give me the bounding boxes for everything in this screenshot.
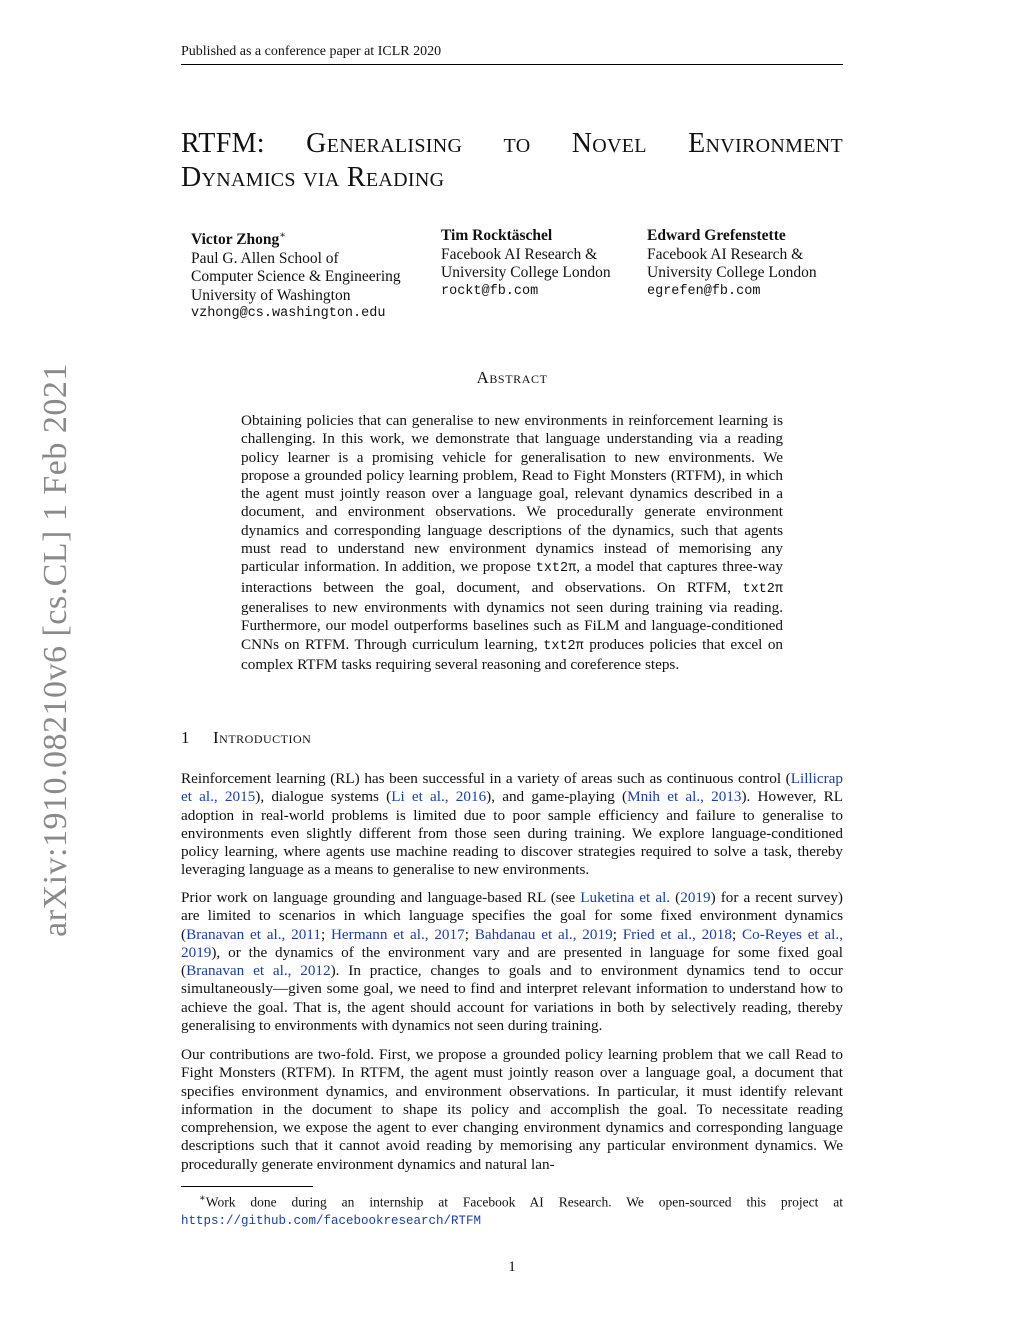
text-span: ), and game-playing (	[486, 788, 628, 806]
intro-paragraph-2	[181, 889, 843, 1035]
text-span: ;	[612, 925, 623, 943]
author-affiliation: Computer Science & Engineering	[191, 268, 401, 286]
section-number: 1	[181, 728, 190, 747]
citation-link[interactable]: Bahdanau et al., 2019	[474, 925, 613, 943]
text-span: ). In practice, changes to goals and to environment dynamics tend to occur simultaneously—given some goal, we need to find and interpret relevant information to understand how to achieve the goal. That is, the agent should account for variations in both by selectively reading, thereby generalising to environments with dynamics not seen during training.	[181, 962, 843, 1035]
author-block-1	[191, 227, 401, 324]
section-heading	[181, 728, 311, 748]
author-affiliation: University College London	[441, 264, 611, 281]
intro-paragraph-3: Our contributions are two-fold. First, we propose a grounded policy learning problem that we call Read to Fight Monsters (RTFM). In RTFM, the agent must jointly reason over a language goal, a document that specifies environment dynamics, and environment observations. In particular, it must identify relevant information in the document to shape its policy and accomplish the goal. To necessitate reading comprehension, we expose the agent to ever changing environment dynamics and corresponding language descriptions such that it cannot avoid reading by memorising any particular environment dynamics. We procedurally generate environment dynamics and natural lan-	[181, 1046, 843, 1173]
author-email: vzhong@cs.washington.edu	[191, 306, 386, 322]
citation-link[interactable]: Lillicrap et al., 2015	[181, 770, 843, 806]
abstract-part: produces policies that excel on complex RTFM tasks requiring several reasoning and coreference steps.	[241, 635, 784, 673]
abstract-part: generalises to new environments with dynamics not seen during training via reading. Furthermore, our model outperforms baselines such as FiLM and language-conditioned CNNs on RTFM. Through curriculum learning,	[241, 598, 783, 653]
citation-link[interactable]: Co-Reyes et al., 2019	[181, 925, 843, 961]
footnote-rule	[181, 1186, 313, 1187]
author-affiliation: Facebook AI Research &	[647, 245, 804, 263]
text-span: (	[670, 889, 681, 906]
footnote-url-link[interactable]: https://github.com/facebookresearch/RTFM	[181, 1213, 482, 1228]
citation-link[interactable]: Fried et al., 2018	[622, 925, 732, 943]
citation-link[interactable]: Branavan et al., 2011	[186, 925, 321, 943]
title-line-2: Dynamics via Reading	[181, 162, 445, 193]
text-span: ), or the dynamics of the environment vary and are presented in language for some fixed goal (	[181, 943, 843, 980]
author-affiliation: University College London	[647, 264, 817, 281]
text-span: Reinforcement learning (RL) has been successful in a variety of areas such as continuous control (	[181, 770, 791, 787]
model-name: txt2π	[543, 638, 584, 654]
author-email: egrefen@fb.com	[647, 283, 761, 299]
author-block-3	[647, 227, 817, 301]
text-span: ;	[320, 925, 331, 943]
running-header: Published as a conference paper at ICLR 2020	[181, 44, 843, 65]
citation-link[interactable]: 2019	[680, 889, 711, 906]
page-number: 1	[508, 1259, 516, 1275]
citation-link[interactable]: Mnih et al., 2013	[627, 788, 742, 806]
citation-link[interactable]: Li et al., 2016	[391, 788, 487, 806]
footnote-mark: ∗	[199, 1193, 206, 1204]
intro-paragraph-1	[181, 770, 843, 880]
author-block-2	[441, 227, 611, 301]
arxiv-stamp: arXiv:1910.08210v6 [cs.CL] 1 Feb 2021	[37, 363, 74, 937]
author-name: Tim Rocktäschel	[441, 227, 553, 244]
author-name: Victor Zhong	[191, 231, 280, 249]
citation-link[interactable]: Luketina et al.	[580, 889, 671, 906]
text-span: ) for a recent survey) are limited to scenarios in which language specifies the goal for some fixed environment dynamics (	[181, 889, 843, 943]
title-line-1: RTFM: Generalising to Novel Environment	[181, 128, 843, 159]
text-span: ). However, RL adoption in real-world problems is limited due to poor sample efficiency and failure to generalise to environments even slightly different from those seen during training. We explore language-conditioned policy learning, where agents use machine reading to discover strategies required to solve a task, thereby leveraging language as a means to generalise to new environments.	[181, 788, 844, 879]
author-affiliation: University of Washington	[191, 286, 351, 304]
text-span: ;	[732, 925, 743, 943]
footnote-text: Work done during an internship at Facebook AI Research. We open-sourced this project at	[205, 1194, 843, 1210]
section-title: Introduction	[213, 728, 312, 747]
text-span: Prior work on language grounding and language-based RL (see	[181, 889, 581, 906]
author-email: rockt@fb.com	[441, 283, 539, 299]
text-span: ;	[464, 925, 475, 943]
abstract-text	[241, 412, 783, 674]
citation-link[interactable]: Branavan et al., 2012	[186, 962, 331, 980]
footnote	[181, 1190, 843, 1230]
abstract-part: , a model that captures three-way interactions between the goal, document, and observations. On RTFM,	[241, 558, 783, 596]
footnote-mark: ∗	[279, 230, 287, 241]
author-affiliation: Paul G. Allen School of	[191, 249, 339, 267]
abstract-heading: Abstract	[476, 368, 548, 387]
abstract-part: Obtaining policies that can generalise to new environments in reinforcement learning is challenging. In this work, we demonstrate that language understanding via a reading policy learner is a promising vehicle for generalisation to new environments. We propose a grounded policy learning problem, Read to Fight Monsters (RTFM), in which the agent must jointly reason over a language goal, relevant dynamics described in a document, and environment observations. We procedurally generate environment dynamics and corresponding language descriptions of the dynamics, such that agents must read to understand new environment dynamics instead of memorising any particular information. In addition, we propose	[241, 412, 783, 576]
model-name: txt2π	[742, 581, 783, 597]
citation-link[interactable]: Hermann et al., 2017	[330, 925, 465, 943]
text-span: ), dialogue systems (	[255, 788, 392, 806]
paper-title	[181, 127, 843, 195]
author-affiliation: Facebook AI Research &	[441, 245, 598, 263]
model-name: txt2π	[535, 561, 577, 577]
author-name: Edward Grefenstette	[647, 227, 786, 244]
